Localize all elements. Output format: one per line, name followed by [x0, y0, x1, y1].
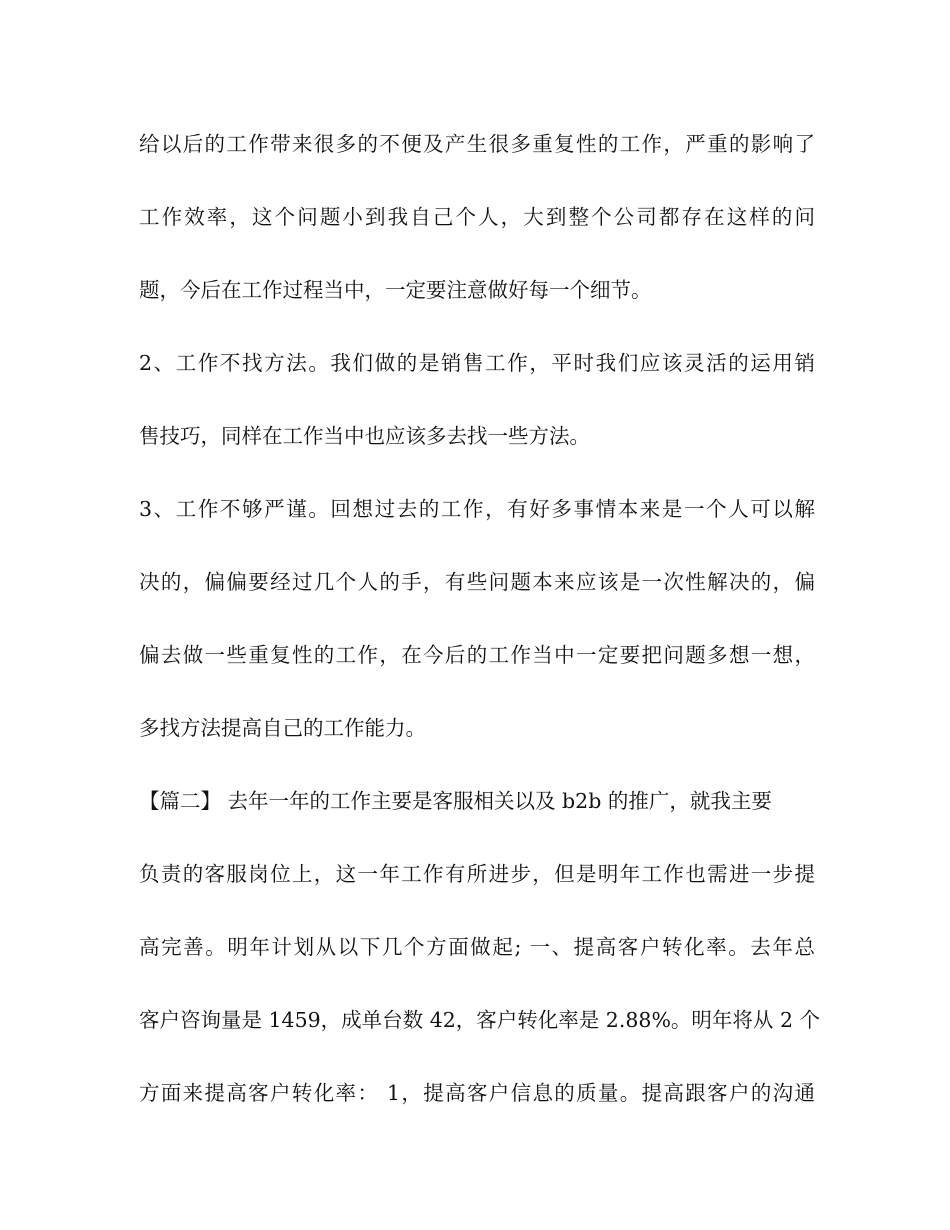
text-line: 多找方法提高自己的工作能力。	[139, 716, 426, 740]
body-text	[139, 120, 821, 1142]
text-line: 工作效率，这个问题小到我自己个人，大到整个公司都存在这样的问	[139, 205, 815, 229]
text-line: 2、工作不找方法。我们做的是销售工作，平时我们应该灵活的运用销	[139, 351, 815, 375]
text-line: 客户咨询量是 1459，成单台数 42，客户转化率是 2.88%。明年将从 2 个	[139, 1008, 821, 1032]
text-line: 负责的客服岗位上，这一年工作有所进步，但是明年工作也需进一步提	[139, 862, 815, 886]
text-line: 高完善。明年计划从以下几个方面做起; 一、提高客户转化率。去年总	[139, 935, 815, 959]
text-line: 给以后的工作带来很多的不便及产生很多重复性的工作，严重的影响了	[139, 132, 815, 156]
section-heading-line: 【篇二】 去年一年的工作主要是客服相关以及 b2b 的推广，就我主要	[139, 789, 772, 813]
text-line: 方面来提高客户转化率： 1，提高客户信息的质量。提高跟客户的沟通	[139, 1081, 815, 1105]
text-line: 售技巧，同样在工作当中也应该多去找一些方法。	[139, 424, 590, 448]
text-line: 3、工作不够严谨。回想过去的工作，有好多事情本来是一个人可以解	[139, 497, 815, 521]
text-line: 偏去做一些重复性的工作，在今后的工作当中一定要把问题多想一想，	[139, 643, 815, 667]
text-line: 决的，偏偏要经过几个人的手，有些问题本来应该是一次性解决的，偏	[139, 570, 815, 594]
text-line: 题，今后在工作过程当中，一定要注意做好每一个细节。	[139, 278, 652, 302]
